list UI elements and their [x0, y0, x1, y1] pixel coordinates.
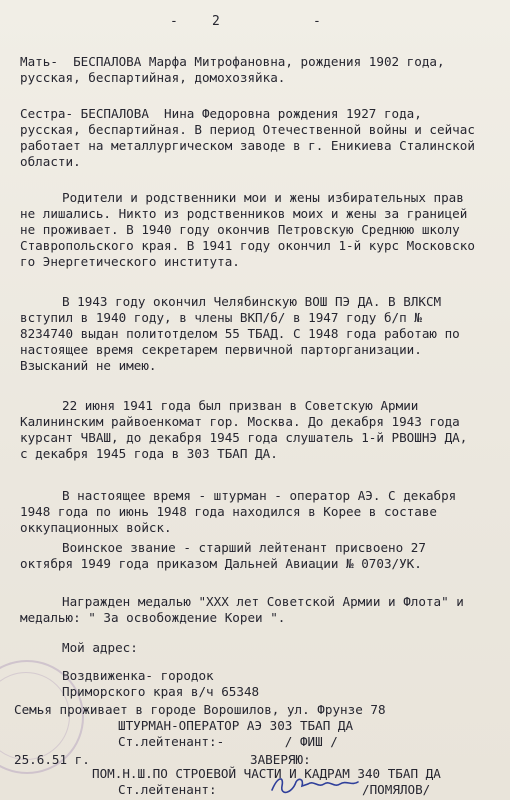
line-service-4: с декабря 1945 года в 303 ТБАП ДА. [20, 446, 278, 461]
address-line-2: Приморского края в/ч 65348 [62, 684, 260, 699]
line-sister-2: русская, беспартийная. В период Отечественной войны и сейчас [20, 122, 475, 137]
line-education-4: настоящее время секретарем первичной парторганизации. [20, 342, 422, 357]
line-sister: Сестра- БЕСПАЛОВА Нина Федоровна рождения 1927 года, [20, 106, 422, 121]
line-current-2: 1948 года по июнь 1948 года находился в Корее в составе [20, 504, 438, 519]
certified-label: ЗАВЕРЯЮ: [250, 752, 311, 767]
line-current-3: оккупационных войск. [20, 520, 172, 535]
handwritten-signature [268, 774, 360, 796]
line-rank: Воинское звание - старший лейтенант присвоено 27 [62, 540, 426, 555]
line-mother-2: русская, беспартийная, домохозяйка. [20, 70, 286, 85]
certifier-rank: Ст.лейтенант: [118, 782, 217, 797]
line-service-3: курсант ЧВАШ, до декабря 1945 года слушатель 1-й РВОШНЭ ДА, [20, 430, 468, 445]
page-number: 2 [212, 14, 220, 29]
certifier-name: /ПОМЯЛОВ/ [362, 782, 431, 797]
line-education-2: вступил в 1940 году, в члены ВКП/б/ в 1947 году б/п № [20, 310, 422, 325]
line-education-3: 8234740 выдан политотделом 55 ТБАД. С 1948 года работаю по [20, 326, 460, 341]
line-education-5: Взысканий не имею. [20, 358, 157, 373]
line-service: 22 июня 1941 года был призван в Советскую Армии [62, 398, 419, 413]
certifier-position: ПОМ.Н.Ш.ПО СТРОЕВОЙ ЧАСТИ И КАДРАМ 340 ТБАП ДА [92, 766, 441, 781]
line-parents-2: не лишались. Никто из родственников моих и жены за границей [20, 206, 468, 221]
address-line-1: Воздвиженка- городок [62, 668, 214, 683]
line-rank-2: октября 1949 года приказом Дальней Авиации № 0703/УК. [20, 556, 422, 571]
line-parents-3: не проживает. В 1940 году окончив Петровскую Среднюю школу [20, 222, 460, 237]
address-heading: Мой адрес: [62, 640, 138, 655]
line-awards: Награжден медалью "XXX лет Советской Армии и Флота" и [62, 594, 464, 609]
signer-rank-name: Ст.лейтенант:- / ФИШ / [118, 734, 338, 749]
line-mother: Мать- БЕСПАЛОВА Марфа Митрофановна, рождения 1902 года, [20, 54, 445, 69]
signer-position: ШТУРМАН-ОПЕРАТОР АЭ 303 ТБАП ДА [118, 718, 354, 733]
family-residence: Семья проживает в городе Ворошилов, ул. Фрунзе 78 [14, 702, 386, 717]
line-parents-5: го Энергетического института. [20, 254, 240, 269]
line-sister-3: работает на металлургическом заводе в г. Еникиева Сталинской [20, 138, 475, 153]
line-sister-4: области. [20, 154, 81, 169]
line-parents: Родители и родственники мои и жены избирательных прав [62, 190, 464, 205]
line-current: В настоящее время - штурман - оператор АЭ. С декабря [62, 488, 457, 503]
line-service-2: Калининским райвоенкомат гор. Москва. До декабря 1943 года [20, 414, 460, 429]
document-date: 25.6.51 г. [14, 752, 90, 767]
header-left-dash: - [170, 14, 178, 29]
header-right-dash: - [313, 14, 321, 29]
line-parents-4: Ставропольского края. В 1941 году окончил 1-й курс Московско [20, 238, 475, 253]
line-education: В 1943 году окончил Челябинскую ВОШ ПЭ ДА. В ВЛКСМ [62, 294, 442, 309]
line-awards-2: медалью: " За освобождение Кореи ". [20, 610, 286, 625]
